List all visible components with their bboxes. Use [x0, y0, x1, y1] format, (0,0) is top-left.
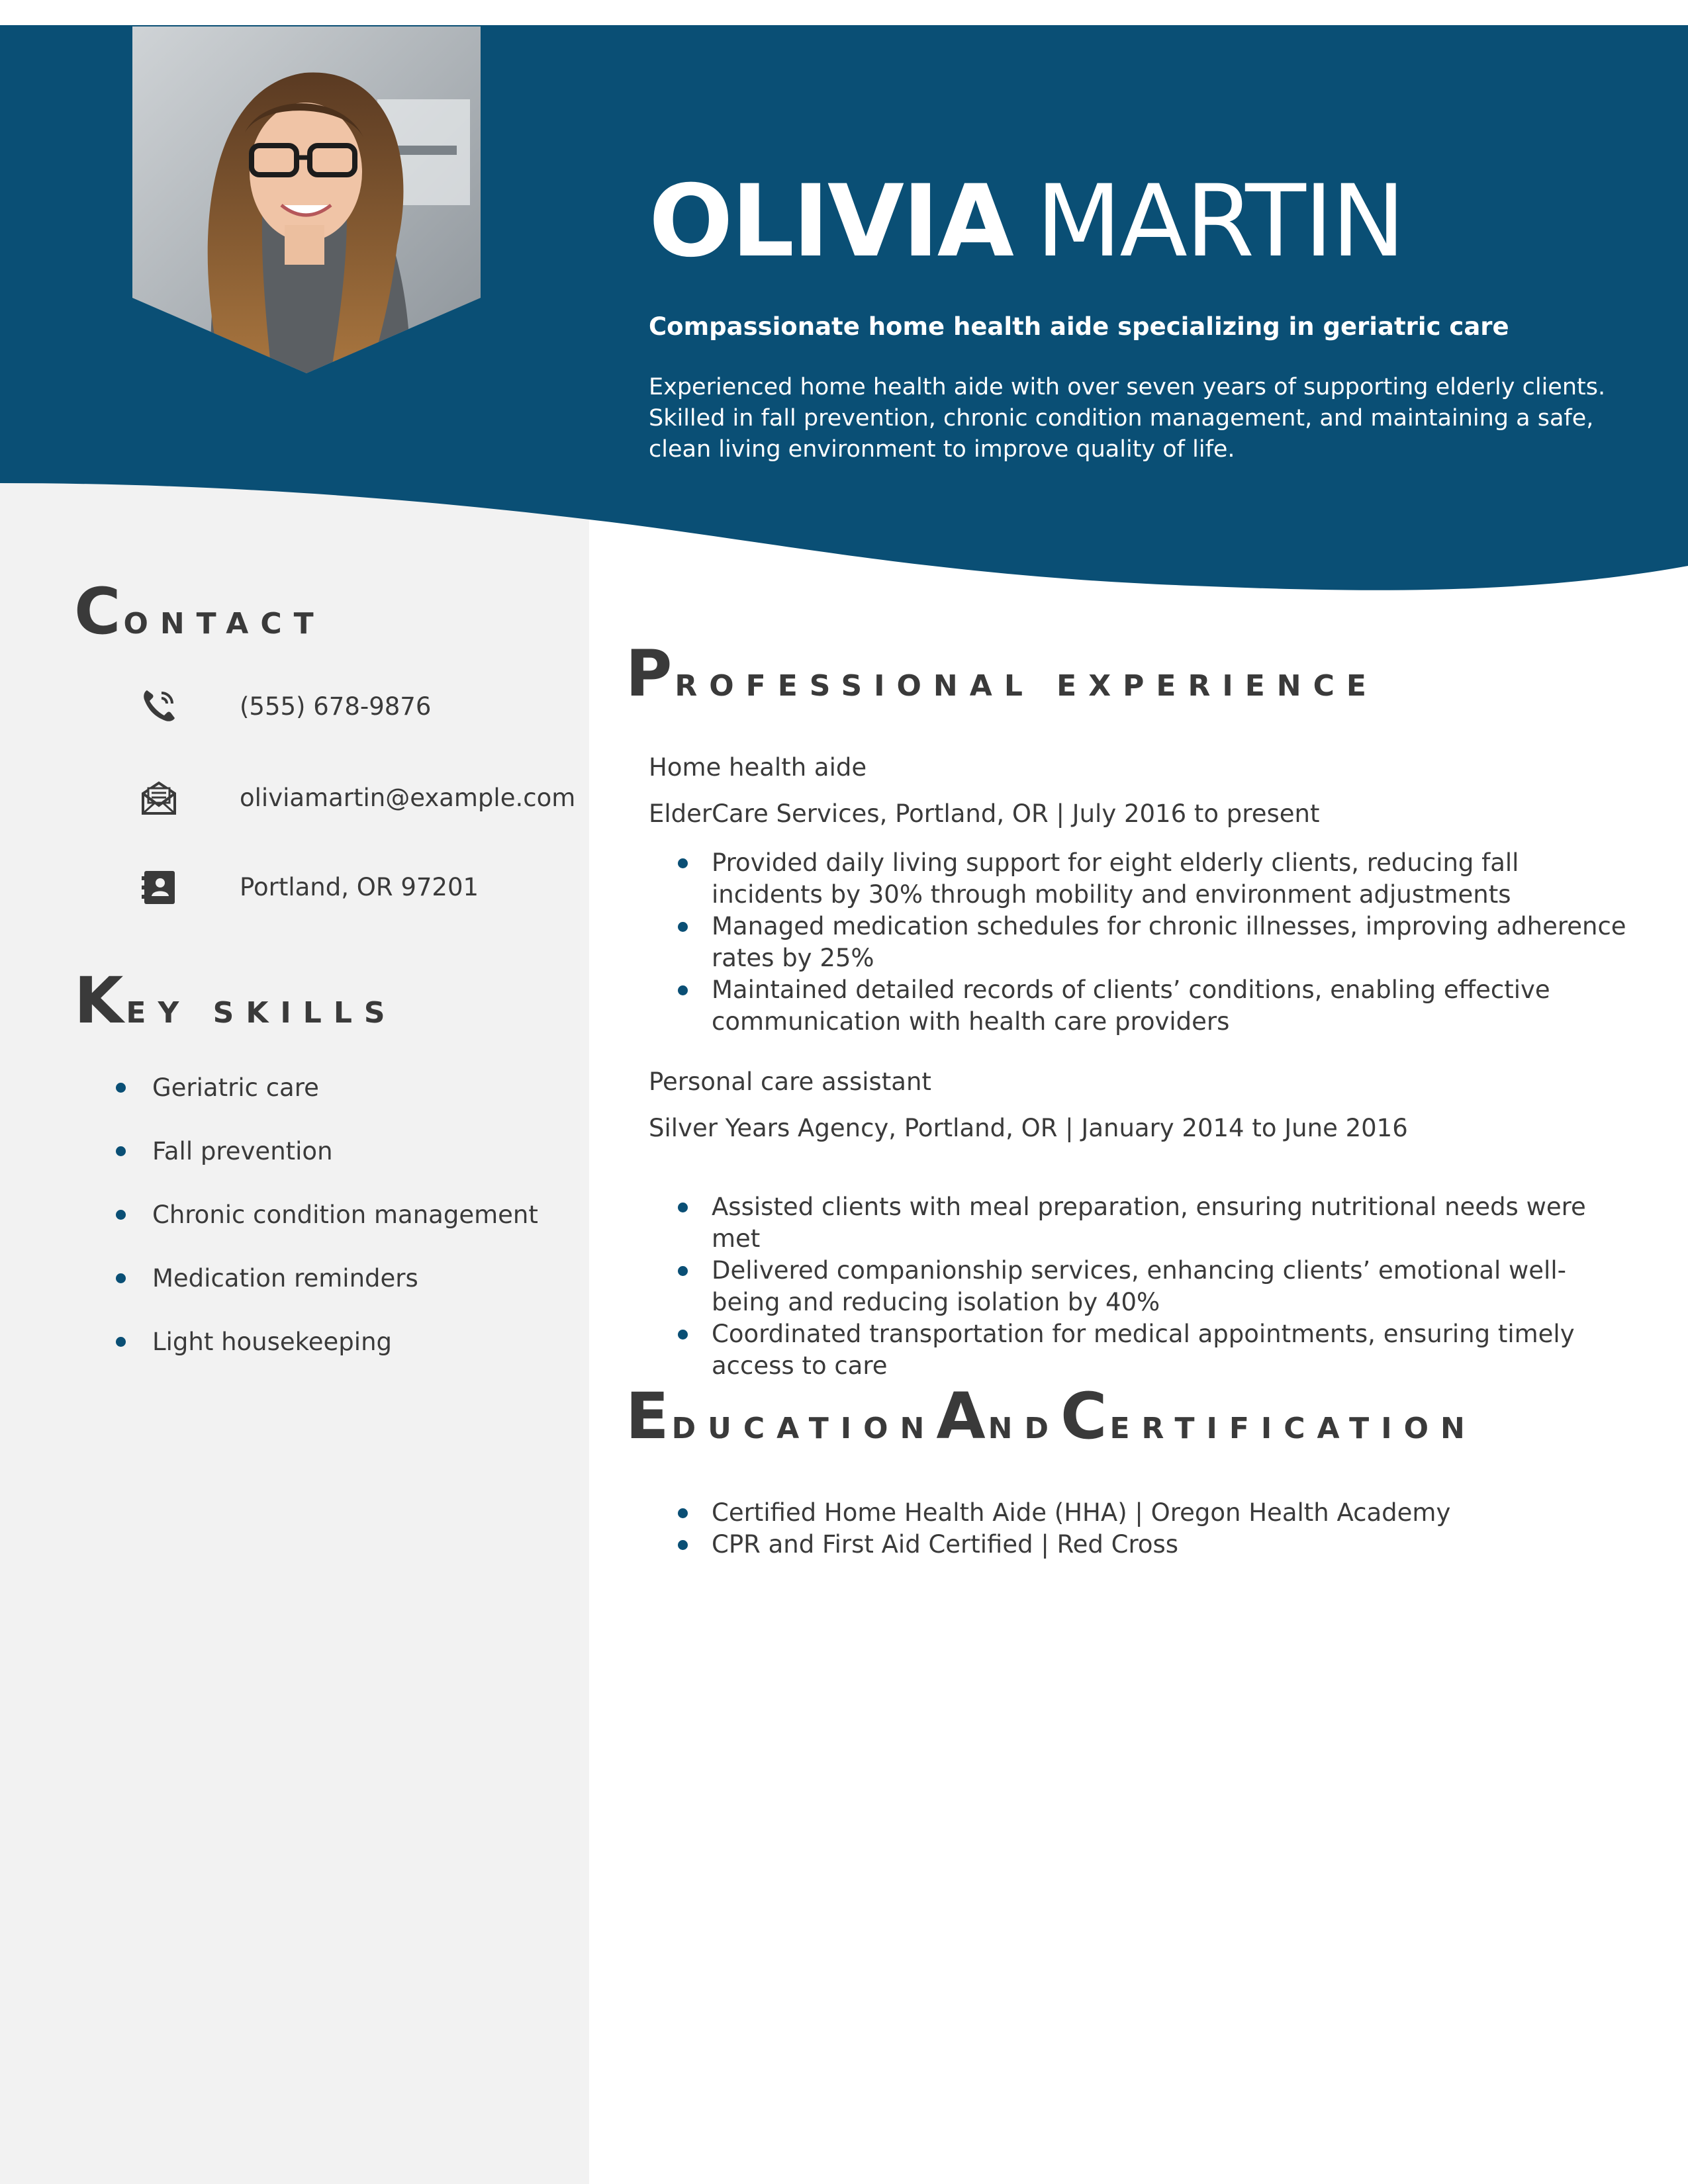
skill-text: Medication reminders [152, 1264, 418, 1293]
job-meta: Silver Years Agency, Portland, OR | January 2014 to June 2016 [649, 1114, 1408, 1142]
job-bullet [675, 911, 1628, 974]
contact-heading-initial: C [74, 574, 124, 649]
skills-heading-rest: EY SKILLS [126, 996, 397, 1030]
education-heading-initial: A [936, 1379, 988, 1453]
bullet-dot [678, 1266, 688, 1276]
skill-text: Fall prevention [152, 1137, 333, 1165]
contact-heading [74, 574, 326, 649]
contact-address-text: Portland, OR 97201 [240, 872, 479, 901]
skill-item [116, 1201, 538, 1229]
bullet-dot [116, 1337, 126, 1347]
bullet-dot [678, 1203, 688, 1212]
job-bullets [675, 1191, 1628, 1382]
headline: Compassionate home health aide specializing in geriatric care [649, 312, 1509, 341]
skill-text: Light housekeeping [152, 1328, 393, 1356]
contact-email [139, 774, 575, 821]
job-bullet [675, 1191, 1628, 1255]
education-item [675, 1529, 1628, 1561]
job-bullet [675, 974, 1628, 1038]
skill-item [116, 1073, 319, 1102]
education-heading [626, 1379, 1477, 1453]
job-title: Personal care assistant [649, 1068, 931, 1096]
contact-address [139, 864, 479, 910]
skill-item [116, 1328, 392, 1356]
job-bullet-text: Assisted clients with meal preparation, ensuring nutritional needs were met [712, 1193, 1586, 1253]
job-bullet [675, 847, 1628, 911]
candidate-name [649, 162, 1403, 281]
address-icon [139, 867, 179, 907]
education-item [675, 1497, 1628, 1529]
bullet-dot [116, 1273, 126, 1283]
job-bullet-text: Maintained detailed records of clients’ conditions, enabling effective communication with health care providers [712, 976, 1550, 1036]
job-bullets [675, 847, 1628, 1038]
bullet-dot [678, 1540, 688, 1550]
education-heading-rest: ND [988, 1412, 1061, 1445]
experience-heading-rest: ROFESSIONAL EXPERIENCE [675, 669, 1378, 703]
phone-icon [139, 686, 179, 726]
profile-photo [132, 26, 481, 373]
job-bullet [675, 1318, 1628, 1382]
last-name: MARTIN [1035, 164, 1404, 279]
education-heading-initial: E [626, 1379, 672, 1453]
job-bullet-text: Delivered companionship services, enhancing clients’ emotional well-being and reducing isolation by 40% [712, 1256, 1566, 1316]
job-bullet [675, 1255, 1628, 1318]
experience-heading-initial: P [626, 637, 675, 711]
education-heading-rest: ERTIFICATION [1109, 1412, 1477, 1445]
job-bullet-text: Coordinated transportation for medical appointments, ensuring timely access to care [712, 1320, 1575, 1380]
bullet-dot [678, 858, 688, 868]
skill-text: Chronic condition management [152, 1201, 538, 1229]
education-item-text: Certified Home Health Aide (HHA) | Oregon Health Academy [712, 1498, 1451, 1527]
contact-heading-rest: ONTACT [123, 607, 326, 641]
skill-item [116, 1137, 333, 1165]
job-meta: ElderCare Services, Portland, OR | July 2016 to present [649, 799, 1320, 828]
first-name: OLIVIA [649, 164, 1012, 279]
education-item-text: CPR and First Aid Certified | Red Cross [712, 1530, 1179, 1559]
bullet-dot [678, 985, 688, 995]
contact-email-text[interactable]: oliviamartin@example.com [240, 783, 576, 812]
job-bullet-text: Managed medication schedules for chronic illnesses, improving adherence rates by 25% [712, 912, 1626, 972]
bullet-dot [116, 1083, 126, 1093]
experience-heading [626, 637, 1378, 711]
bullet-dot [116, 1210, 126, 1220]
summary: Experienced home health aide with over seven years of supporting elderly clients. Skilled in fall prevention, chronic condition management, and maintaining a safe, clean living environment to improve quality of life. [649, 374, 1606, 463]
skill-text: Geriatric care [152, 1073, 319, 1102]
job-bullet-text: Provided daily living support for eight elderly clients, reducing fall incidents by 30% through mobility and environment adjustments [712, 848, 1519, 909]
contact-phone-text: (555) 678-9876 [240, 692, 432, 721]
contact-phone [139, 683, 431, 729]
bullet-dot [678, 1508, 688, 1518]
education-heading-rest: DUCATION [671, 1412, 937, 1445]
job-title: Home health aide [649, 753, 867, 782]
bullet-dot [116, 1146, 126, 1156]
bullet-dot [678, 1330, 688, 1340]
skill-item [116, 1264, 418, 1293]
education-heading-initial: C [1060, 1379, 1110, 1453]
email-icon [139, 778, 179, 817]
bullet-dot [678, 922, 688, 932]
skills-heading-initial: K [74, 964, 126, 1038]
skills-heading [74, 964, 397, 1038]
education-list [675, 1497, 1628, 1561]
